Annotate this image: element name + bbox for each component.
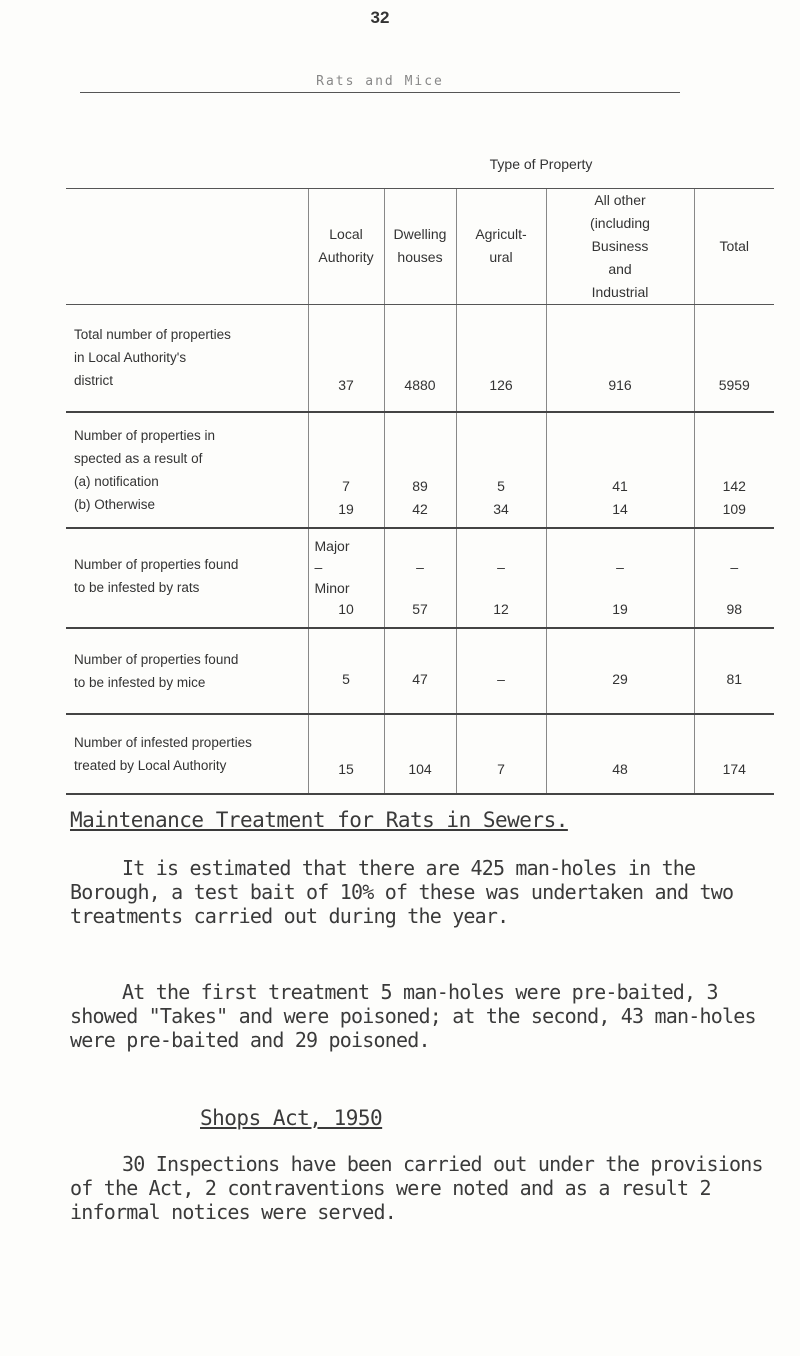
- cell: 5959: [694, 304, 774, 412]
- col-local-authority: Local Authority: [308, 188, 384, 304]
- property-table: [66, 142, 774, 795]
- cell: – 98: [694, 528, 774, 628]
- cell: 4880: [384, 304, 456, 412]
- shops-act-heading: Shops Act, 1950: [200, 1106, 383, 1130]
- cell: 916: [546, 304, 694, 412]
- row-label-rats: Number of properties found to be infested by rats: [66, 528, 308, 628]
- cell: 104: [384, 714, 456, 794]
- table-row: [66, 714, 774, 794]
- cell: 41 14: [546, 412, 694, 528]
- cell: 15: [308, 714, 384, 794]
- cell: 48: [546, 714, 694, 794]
- row-label-total-properties: Total number of properties in Local Authority's district: [66, 304, 308, 412]
- cell: 7: [456, 714, 546, 794]
- col-total: Total: [694, 188, 774, 304]
- page-number: 32: [370, 8, 390, 27]
- cell: 174: [694, 714, 774, 794]
- cell: 126: [456, 304, 546, 412]
- cell: 81: [694, 628, 774, 714]
- cell: Major – Minor 10: [308, 528, 384, 628]
- cell: 7 19: [308, 412, 384, 528]
- type-of-property-header: Type of Property: [489, 156, 593, 173]
- sewers-paragraph-2: At the first treatment 5 man-holes were pre-baited, 3 showed "Takes" and were poisoned; at the second, 43 man-holes were pre-baited and 29 poisoned.: [70, 980, 756, 1052]
- cell: 5: [308, 628, 384, 714]
- row-label-treated: Number of infested properties treated by Local Authority: [66, 714, 308, 794]
- row-label-mice: Number of properties found to be infested by mice: [66, 628, 308, 714]
- table-row: [66, 528, 774, 628]
- cell: – 57: [384, 528, 456, 628]
- cell: 47: [384, 628, 456, 714]
- cell: 142 109: [694, 412, 774, 528]
- cell: – 12: [456, 528, 546, 628]
- col-dwelling-houses: Dwelling houses: [384, 188, 456, 304]
- cell: 29: [546, 628, 694, 714]
- table-row: [66, 412, 774, 528]
- shops-act-paragraph: 30 Inspections have been carried out under the provisions of the Act, 2 contraventions were noted and as a result 2 informal notices were served.: [70, 1152, 763, 1224]
- cell: 37: [308, 304, 384, 412]
- col-all-other: All other (including Business and Industrial: [546, 188, 694, 304]
- table-row: [66, 628, 774, 714]
- sewers-heading: Maintenance Treatment for Rats in Sewers.: [70, 808, 568, 832]
- sewers-paragraph-1: It is estimated that there are 425 man-holes in the Borough, a test bait of 10% of these was undertaken and two treatments carried out during the year.: [70, 856, 734, 928]
- cell: – 19: [546, 528, 694, 628]
- cell: –: [456, 628, 546, 714]
- cell: 89 42: [384, 412, 456, 528]
- running-header: Rats and Mice: [316, 74, 444, 89]
- table-row: [66, 304, 774, 412]
- row-label-inspected: Number of properties in spected as a result of (a) notification (b) Otherwise: [66, 412, 308, 528]
- cell: 5 34: [456, 412, 546, 528]
- col-agricultural: Agricult- ural: [456, 188, 546, 304]
- header-rule: [80, 92, 680, 93]
